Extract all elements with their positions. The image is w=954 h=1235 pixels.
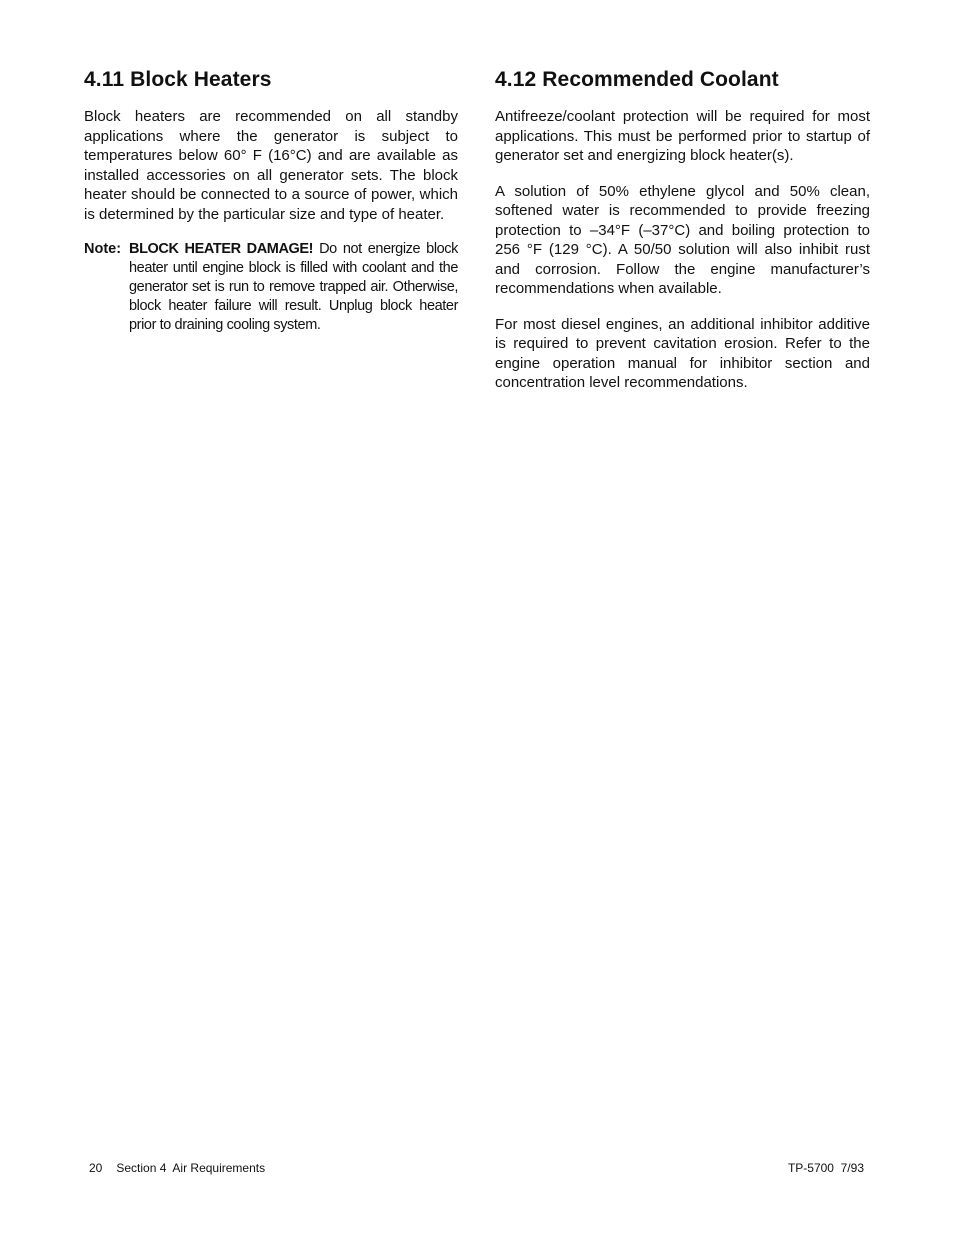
section-number: 4.12	[495, 68, 537, 91]
section-title: Recommended Coolant	[542, 68, 779, 91]
note-body	[129, 240, 458, 335]
coolant-paragraph-2: A solution of 50% ethylene glycol and 50% clean, softened water is recommended to provide freezing protection to –34°F (–37°C) and boiling protection to 256 °F (129 °C). A 50/50 solution will also inhibit rust and corrosion. Follow the engine manufacturer’s recommendations when available.	[495, 182, 870, 297]
footer-section: Section 4 Air Requirements	[116, 1161, 266, 1175]
note-label: Note:	[84, 241, 122, 257]
block-heater-note	[84, 240, 458, 335]
section-heading-block-heaters	[84, 66, 458, 94]
block-heaters-section	[84, 66, 458, 335]
footer-doc-id: TP-5700 7/93	[787, 1161, 864, 1175]
note-text: Do not energize block heater until engine block is filled with coolant and the generator set is run to remove trapped air. Otherwise, block heater failure will result. Unplug block heater prior to draining cooling system.	[129, 241, 458, 333]
coolant-paragraph-3: For most diesel engines, an additional inhibitor additive is required to prevent cavitation erosion. Refer to the engine operation manual for inhibitor section and concentration level recommendations.	[495, 315, 870, 391]
page-number: 20	[89, 1161, 103, 1175]
recommended-coolant-section	[495, 66, 870, 409]
coolant-paragraph-1: Antifreeze/coolant protection will be required for most applications. This must be performed prior to startup of generator set and energizing block heater(s).	[495, 108, 870, 164]
footer-left	[89, 1161, 279, 1175]
section-title: Block Heaters	[130, 68, 272, 91]
note-emphasis: BLOCK HEATER DAMAGE!	[129, 241, 314, 257]
section-number: 4.11	[84, 68, 125, 91]
block-heaters-paragraph: Block heaters are recommended on all standby applications where the generator is subject to temperatures below 60° F (16°C) and are available as installed accessories on all generator sets. The block heater should be connected to a source of power, which is determined by the particular size and type of heater.	[84, 108, 458, 223]
section-heading-recommended-coolant	[495, 66, 870, 94]
